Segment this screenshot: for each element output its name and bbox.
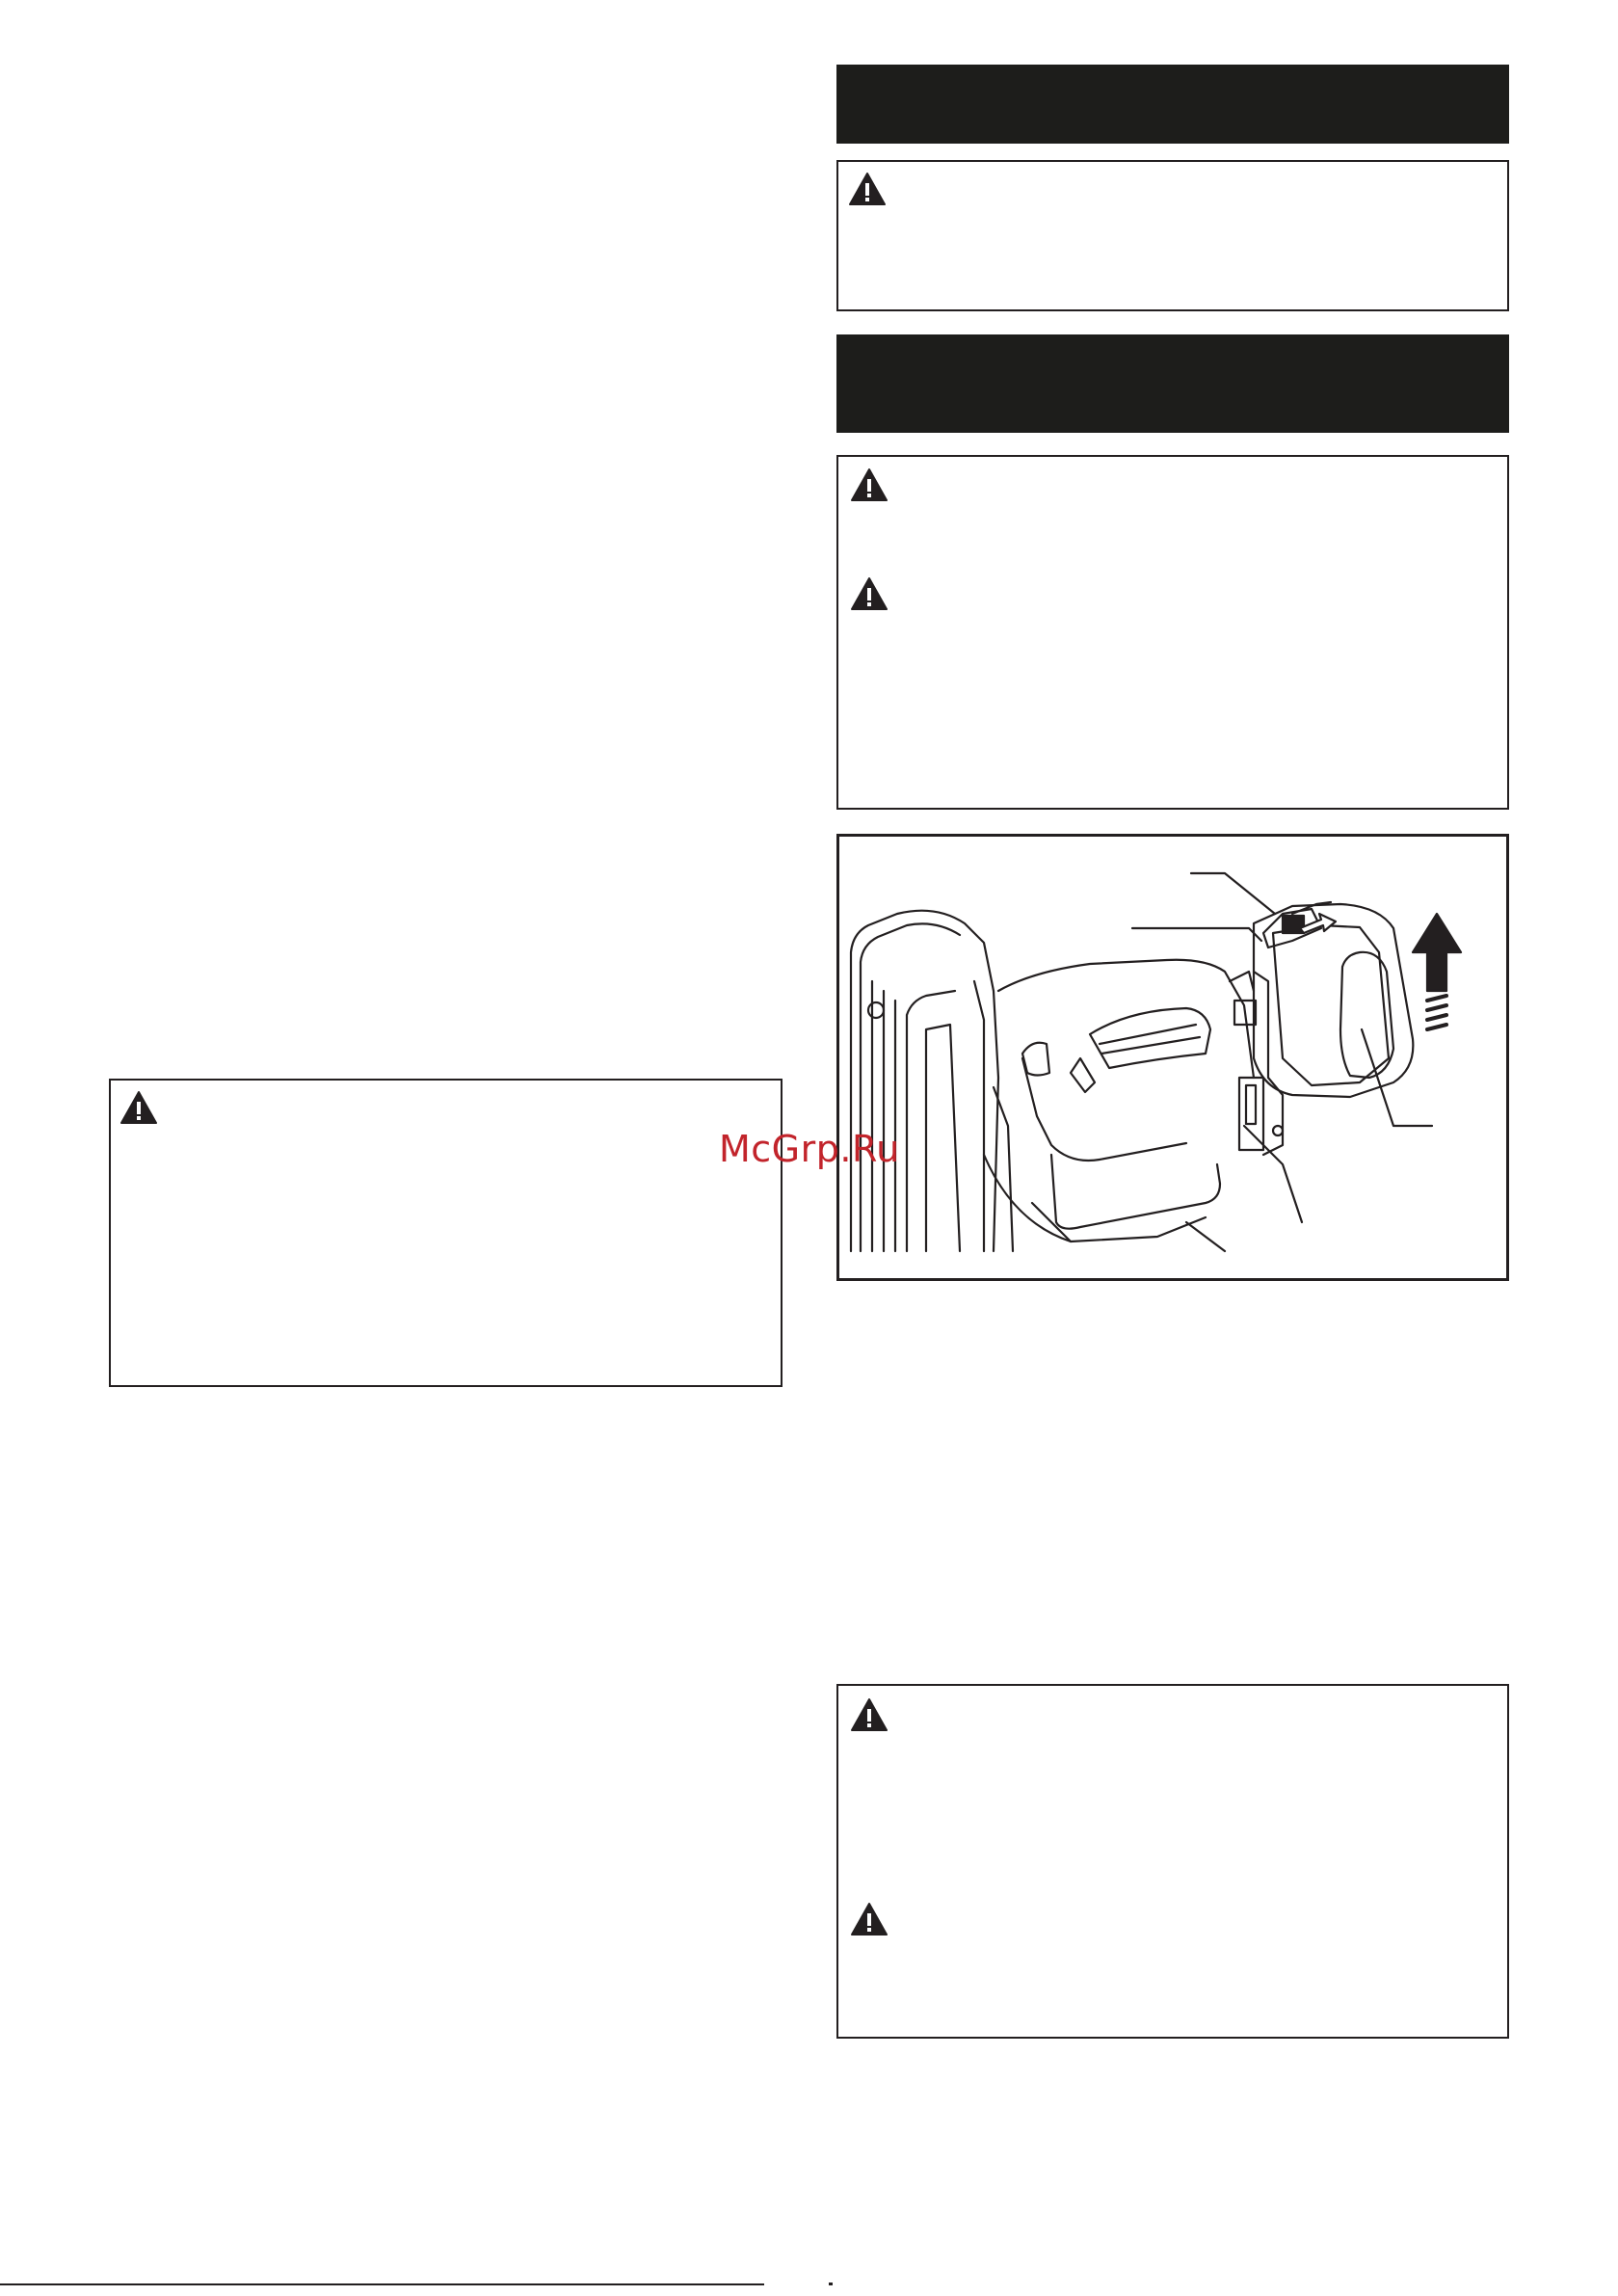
warning-box-1 [836, 160, 1509, 311]
warning-box-3 [109, 1079, 782, 1387]
warning-triangle-icon [850, 467, 889, 502]
battery-removal-illustration [839, 837, 1506, 1278]
tool-illustration-figure [836, 834, 1509, 1281]
footer-rule [0, 2283, 764, 2285]
warning-triangle-icon [850, 1902, 889, 1936]
section-header-bar-1 [836, 65, 1509, 144]
warning-box-2 [836, 455, 1509, 810]
warning-triangle-icon [850, 1697, 889, 1732]
warning-triangle-icon [848, 172, 887, 206]
warning-box-4 [836, 1684, 1509, 2039]
footer-mark [829, 2283, 833, 2285]
watermark: McGrp.Ru [719, 1128, 900, 1170]
section-header-bar-2 [836, 334, 1509, 433]
warning-triangle-icon [119, 1090, 158, 1125]
warning-triangle-icon [850, 576, 889, 611]
